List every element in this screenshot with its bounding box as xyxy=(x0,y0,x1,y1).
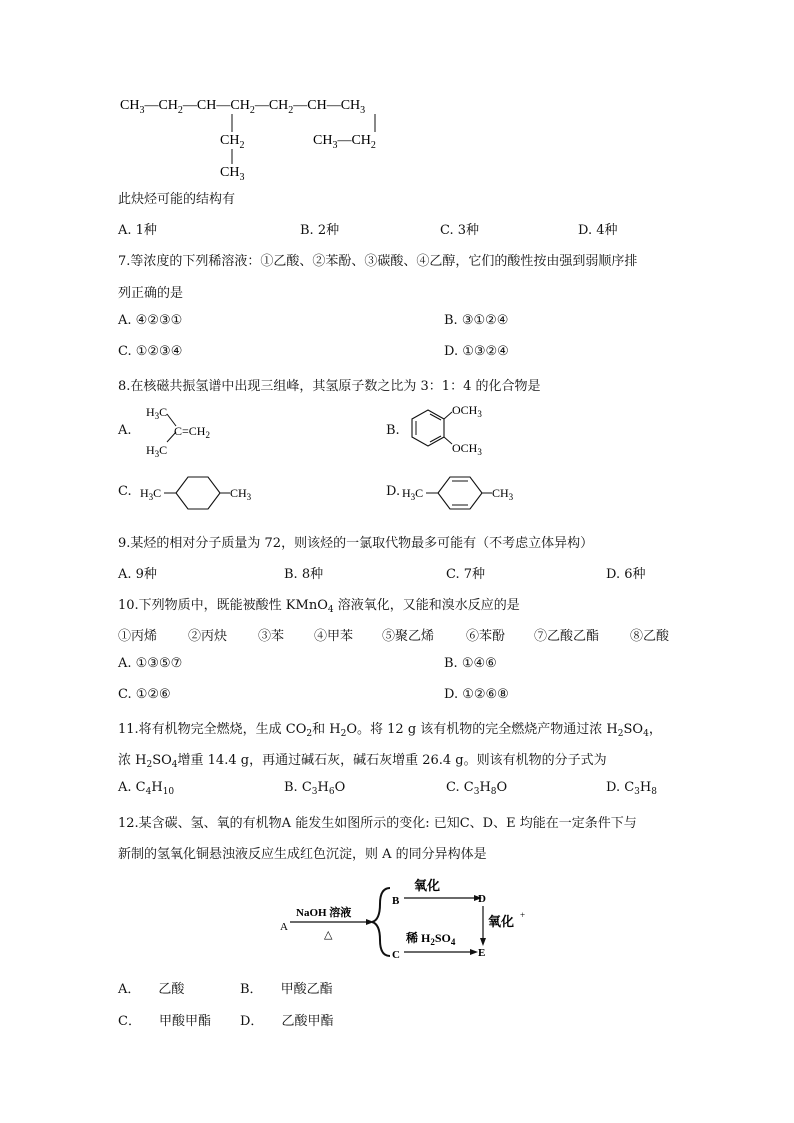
branched-alkane-structure xyxy=(110,90,450,185)
svg-text:CH3: $CH_3$ xyxy=(220,165,245,183)
q8-structure-a xyxy=(140,400,230,460)
svg-text:H3C: $H_3C$ xyxy=(140,486,162,502)
q7-option-a[interactable]: A. ④②③① xyxy=(118,313,183,328)
q6-option-b[interactable]: B. 2种 xyxy=(300,223,340,238)
svg-text:A: A xyxy=(280,921,288,933)
svg-text:E: E xyxy=(478,947,486,959)
q10-item-4: ④甲苯 xyxy=(314,629,354,644)
svg-text:H3C: $H_3C$ xyxy=(402,486,424,502)
q8-structure-b xyxy=(404,396,504,464)
svg-text:CH2: $CH_2$ xyxy=(220,133,245,151)
svg-text:H3C: $H_3C$ xyxy=(146,405,168,421)
svg-text:稀 H2SO4: 稀 $H_2SO_4$ xyxy=(406,931,456,947)
q11-option-d[interactable]: D. $C_3H_8$ xyxy=(606,780,657,797)
q8-option-a-letter[interactable]: A. xyxy=(118,423,132,438)
q8-option-d-letter[interactable]: D. xyxy=(386,484,401,499)
q12-option-d[interactable]: D． 乙酸甲酯 xyxy=(240,1014,334,1029)
q7-stem-line1: 7.等浓度的下列稀溶液：①乙酸、②苯酚、③碳酸、④乙醇，它们的酸性按由强到弱顺序排 xyxy=(118,254,638,269)
q12-stem-line2: 新制的氢氧化铜悬浊液反应生成红色沉淀，则 A 的同分异构体是 xyxy=(118,847,487,862)
svg-text:C=CH2: $C=CH_2$ xyxy=(174,424,210,440)
q11-option-c[interactable]: C. $C_3H_8O$ xyxy=(446,780,508,797)
q9-option-d[interactable]: D. 6种 xyxy=(606,567,646,582)
q6-option-a[interactable]: A. 1种 xyxy=(118,223,157,238)
svg-text:NaOH 溶液: NaOH 溶液 xyxy=(296,907,352,919)
q7-option-d[interactable]: D. ①③②④ xyxy=(444,344,509,359)
q7-stem-line2: 列正确的是 xyxy=(118,286,184,301)
q11-option-b[interactable]: B. $C_3H_6O$ xyxy=(284,780,346,797)
svg-text:C: C xyxy=(392,949,400,961)
svg-text:D: D xyxy=(478,893,486,905)
svg-text:CH3: $CH_3$ xyxy=(230,486,252,502)
q10-stem: 10.下列物质中，既能被酸性 KMnO$_4$ 溶液氧化，又能和溴水反应的是 xyxy=(118,598,520,615)
q12-reaction-diagram xyxy=(276,874,536,966)
svg-text:CH3—CH2: $CH_3—CH_2$ xyxy=(313,133,376,151)
q12-option-c[interactable]: C． 甲酸甲酯 xyxy=(118,1014,211,1029)
q10-item-5: ⑤聚乙烯 xyxy=(382,629,435,644)
q8-structure-c xyxy=(138,470,258,514)
q7-option-c[interactable]: C. ①②③④ xyxy=(118,344,183,359)
q10-option-b[interactable]: B. ①④⑥ xyxy=(444,656,497,671)
q8-option-b-letter[interactable]: B. xyxy=(386,423,400,438)
q11-stem-line1: 11.将有机物完全燃烧，生成 $CO_2$和 $H_2O$。将 12 g 该有机物的完全燃烧产物通过浓 $H_2SO_4$， xyxy=(118,722,662,739)
q8-stem: 8.在核磁共振氢谱中出现三组峰，其氢原子数之比为 3：1：4 的化合物是 xyxy=(118,379,541,394)
svg-text:OCH3: $OCH_3$ xyxy=(452,403,482,419)
q8-option-c-letter[interactable]: C. xyxy=(118,484,132,499)
svg-text:H3C: $H_3C$ xyxy=(146,443,168,459)
svg-text:氧化: 氧化 xyxy=(414,878,441,893)
q10-item-2: ②丙炔 xyxy=(188,629,228,644)
q10-option-d[interactable]: D. ①②⑥⑧ xyxy=(444,687,509,702)
q9-option-c[interactable]: C. 7种 xyxy=(446,567,486,582)
q10-item-8: ⑧乙酸 xyxy=(630,629,670,644)
q9-option-b[interactable]: B. 8种 xyxy=(284,567,324,582)
q9-option-a[interactable]: A. 9种 xyxy=(118,567,157,582)
q12-option-a[interactable]: A． 乙酸 xyxy=(118,982,185,997)
svg-text:CH3—CH2—CH—CH2—CH2—CH—CH3: $CH_3—CH_2—CH—CH_2—CH_2—CH—CH_3$ xyxy=(120,98,366,116)
svg-text:OCH3: $OCH_3$ xyxy=(452,441,482,457)
q10-item-3: ③苯 xyxy=(258,629,285,644)
q11-option-a[interactable]: A. $C_4H_{10}$ xyxy=(118,780,175,797)
q8-structure-d xyxy=(400,470,524,514)
q9-stem: 9.某烃的相对分子质量为 72，则该烃的一氯取代物最多可能有（不考虑立体异构） xyxy=(118,536,594,551)
q12-stem-line1: 12.某含碳、氢、氧的有机物A 能发生如图所示的变化: 已知C、D、E 均能在一定条件下与 xyxy=(118,816,637,831)
svg-text:△: △ xyxy=(324,929,333,941)
q6-stem: 此炔烃可能的结构有 xyxy=(118,192,236,207)
q10-item-7: ⑦乙酸乙酯 xyxy=(534,629,600,644)
q10-option-a[interactable]: A. ①③⑤⑦ xyxy=(118,656,183,671)
svg-text:B: B xyxy=(392,895,400,907)
q12-option-b[interactable]: B． 甲酸乙酯 xyxy=(240,982,333,997)
q10-option-c[interactable]: C. ①②⑥ xyxy=(118,687,171,702)
svg-text:+: + xyxy=(520,910,526,920)
q10-item-1: ①丙烯 xyxy=(118,629,158,644)
q10-item-6: ⑥苯酚 xyxy=(466,629,506,644)
q11-stem-line2: 浓 $H_2SO_4$增重 14.4 g，再通过碱石灰，碱石灰增重 26.4 g。则该有机物的分子式为 xyxy=(118,753,607,770)
q7-option-b[interactable]: B. ③①②④ xyxy=(444,313,509,328)
svg-text:氧化: 氧化 xyxy=(488,914,515,929)
svg-text:CH3: $CH_3$ xyxy=(492,486,514,502)
q6-option-d[interactable]: D. 4种 xyxy=(578,223,618,238)
q6-option-c[interactable]: C. 3种 xyxy=(440,223,480,238)
